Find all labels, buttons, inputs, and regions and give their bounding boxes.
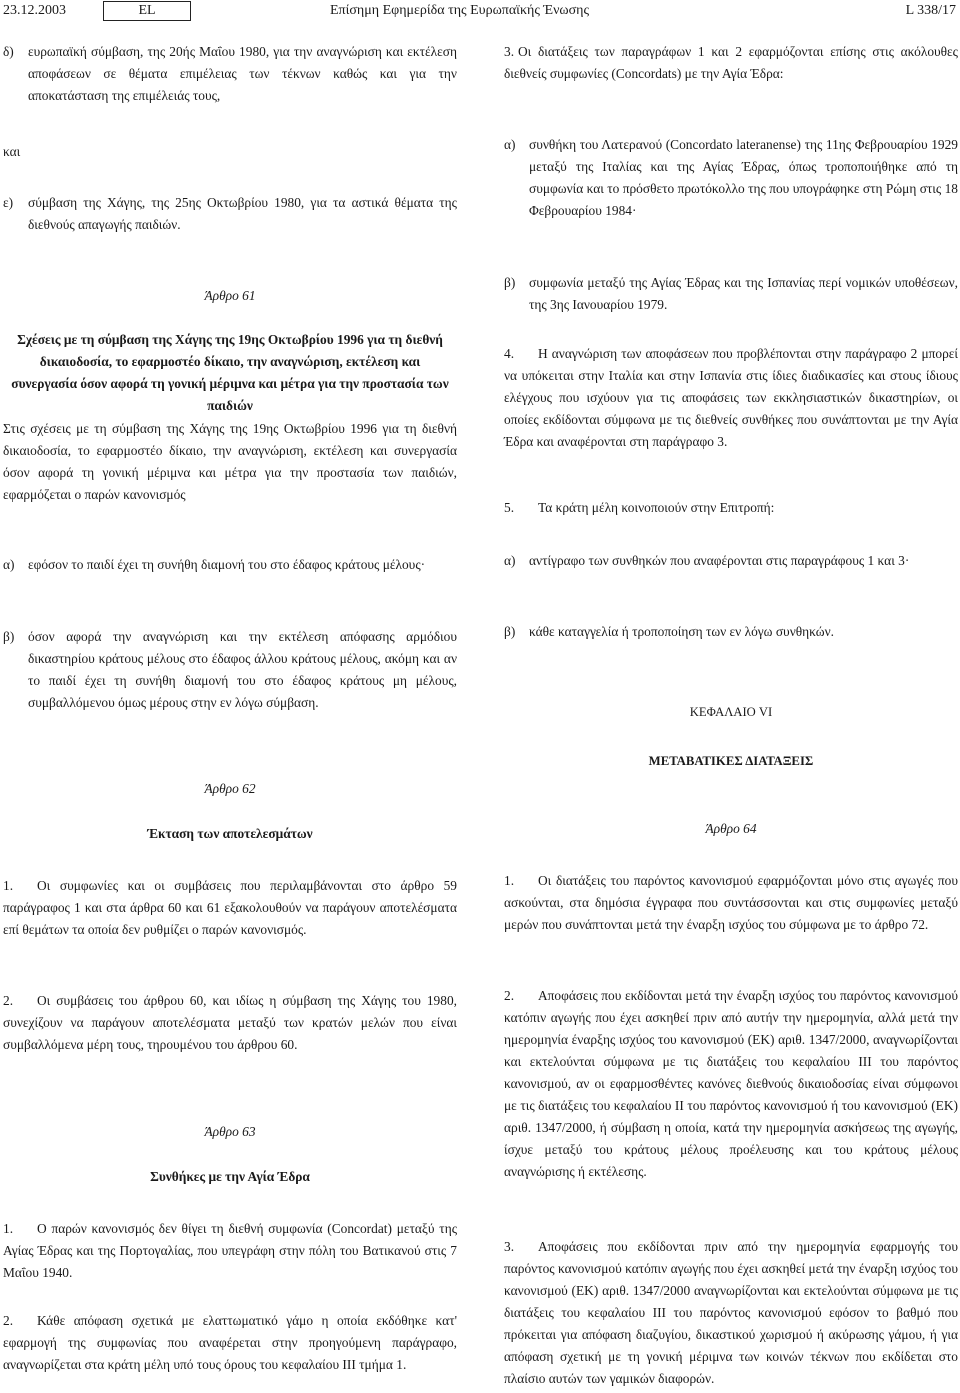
publication-date: 23.12.2003 <box>3 3 66 18</box>
article-61-heading: Άρθρο 61 <box>204 288 256 303</box>
conjunction-kai: και <box>3 144 21 159</box>
article-63-paragraph-5-item-b: β) κάθε καταγγελία ή τροποποίηση των εν λόγω συνθηκών. <box>504 624 835 639</box>
article-63-title: Συνθήκες με την Αγία Έδρα <box>150 1169 310 1184</box>
journal-title: Επίσημη Εφημερίδα της Ευρωπαϊκής Ένωσης <box>330 3 590 18</box>
article-64-paragraph-3: 3. Αποφάσεις που εκδίδονται πριν από την ημερομηνία εφαρμογής του παρόντος κανονισμού κατόπιν αγωγής που έχει ασκηθεί μετά την έναρξη ισχύος του κανονισμού (ΕΚ) αριθ. 1347/2000 αναγνωρίζονται και εκτελούνται σύμφωνα με τις διατάξεις του κεφαλαίου ΙΙΙ του παρόντος κανονισμού εφόσον το βαθμό που πρόκειται για απόφαση διαζυγίου, δικαστικού χωρισμού ή ακύρωσης γάμου, ή για απόφαση σχετική με τη γονική μέριμνα των κοινών τέκνων που εκδίδεται στο πλαίσιο αυτών των γαμικών διαφορών. <box>504 1239 958 1386</box>
article-63-paragraph-2: 2. Κάθε απόφαση σχετικά με ελαττωματικό γάμο η οποία εκδόθηκε κατ' εφαρμογή της συμφωνίας που αναφέρεται στην προηγούμενη παράγραφο, αναγνωρίζεται στα κράτη μέλη υπό τους όρους του κεφαλαίου ΙΙΙ τμήμα 1. <box>3 1313 457 1372</box>
article-61-item-b: β) όσον αφορά την αναγνώριση και την εκτέλεση απόφασης αρμόδιου δικαστηρίου κράτους μέλους στο έδαφος άλλου κράτους μέλους, ακόμη και αν το παιδί έχει τη συνήθη διαμονή του στο έδαφος κράτους μη μέλους, συμβαλλόμενου όμως μέρους στην εν λόγω σύμβαση. <box>3 629 457 710</box>
article-63-heading: Άρθρο 63 <box>204 1124 256 1139</box>
article-62-heading: Άρθρο 62 <box>204 781 256 796</box>
article-61-item-a: α) εφόσον το παιδί έχει τη συνήθη διαμονή του στο έδαφος κράτους μέλους· <box>3 557 426 572</box>
article-63-item-a: α) συνθήκη του Λατερανού (Concordato lateranense) της 11ης Φεβρουαρίου 1929 μεταξύ της Ιταλίας και της Αγίας Έδρας, όπως τροποποιήθηκε από τη συμφωνία και το πρόσθετο πρωτόκολλο της που υπογράφηκε στη Ρώμη στις 18 Φεβρουαρίου 1984· <box>504 137 958 218</box>
article-61-title: Σχέσεις με τη σύμβαση της Χάγης της 19ης Οκτωβρίου 1996 για τη διεθνή δικαιοδοσία, το εφαρμοστέο δίκαιο, την αναγνώριση, εκτέλεση και συνεργασία όσον αφορά τη γονική μέριμνα και μέτρα για την προστασία των παιδιών <box>11 332 449 413</box>
page-header <box>0 0 960 24</box>
language-box: EL <box>103 1 191 21</box>
article-64-heading: Άρθρο 64 <box>705 821 757 836</box>
item-delta: δ) ευρωπαϊκή σύμβαση, της 20ής Μαΐου 1980, για την αναγνώριση και εκτέλεση αποφάσεων σε θέματα επιμέλειας των τέκνων καθώς και για την αποκατάσταση της επιμέλειάς τους, <box>3 44 457 103</box>
article-61-intro: Στις σχέσεις με τη σύμβαση της Χάγης της 19ης Οκτωβρίου 1996 για τη διεθνή δικαιοδοσία, το εφαρμοστέο δίκαιο, την αναγνώριση, εκτέλεση και συνεργασία όσον αφορά τη γονική μέριμνα και μέτρα για την προστασία των παιδιών, εφαρμόζεται ο παρών κανονισμός <box>3 421 457 502</box>
article-63-paragraph-3: 3. Οι διατάξεις των παραγράφων 1 και 2 εφαρμόζονται επίσης στις ακόλουθες διεθνείς συμφωνίες (Concordats) με την Αγία Έδρα: <box>504 44 958 81</box>
page-number: L 338/17 <box>905 3 956 18</box>
article-63-paragraph-1: 1. Ο παρών κανονισμός δεν θίγει τη διεθνή συμφωνία (Concordat) μεταξύ της Αγίας Έδρας και της Πορτογαλίας, που υπεγράφη στην πόλη του Βατικανού στις 7 Μαΐου 1940. <box>3 1221 457 1280</box>
article-63-paragraph-5: 5. Τα κράτη μέλη κοινοποιούν στην Επιτροπή: <box>504 500 775 515</box>
article-62-paragraph-1: 1. Οι συμφωνίες και οι συμβάσεις που περιλαμβάνονται στο άρθρο 59 παράγραφος 1 και στα άρθρα 60 και 61 εξακολουθούν να παράγουν αποτελέσματα επί θεμάτων τα οποία δεν ρυθμίζει ο παρών κανονισμός. <box>3 878 457 937</box>
article-62-title: Έκταση των αποτελεσμάτων <box>147 826 313 841</box>
item-epsilon: ε) σύμβαση της Χάγης, της 25ης Οκτωβρίου 1980, για τα αστικά θέματα της διεθνούς απαγωγής παιδιών. <box>3 195 457 232</box>
article-63-paragraph-5-item-a: α) αντίγραφο των συνθηκών που αναφέρονται στις παραγράφους 1 και 3· <box>504 553 910 568</box>
chapter-title: ΜΕΤΑΒΑΤΙΚΕΣ ΔΙΑΤΑΞΕΙΣ <box>648 754 814 768</box>
article-63-item-b: β) συμφωνία μεταξύ της Αγίας Έδρας και της Ισπανίας περί νομικών υποθέσεων, της 3ης Ιανουαρίου 1979. <box>504 275 958 312</box>
article-64-paragraph-2: 2. Αποφάσεις που εκδίδονται μετά την έναρξη ισχύος του παρόντος κανονισμού κατόπιν αγωγής που έχει ασκηθεί πριν από αυτήν την ημερομηνία, αλλά μετά την ημερομηνία έναρξης ισχύος του κανονισμού (ΕΚ) αριθ. 1347/2000, αναγνωρίζονται και εκτελούνται σύμφωνα με τις διατάξεις του κεφαλαίου ΙΙΙ του παρόντος κανονισμού, αν οι εφαρμοσθέντες κανόνες διεθνούς δικαιοδοσίας είναι σύμφωνοι με τις διατάξεις του κεφαλαίου ΙΙ του παρόντος κανονισμού ή του κανονισμού (ΕΚ) αριθ. 1347/2000, ή σύμβαση η οποία, κατά την ημερομηνία ασκήσεως της αγωγής, ίσχυε μεταξύ του κράτους μέλους προέλευσης και του κράτους μέλους αναγνώρισης ή εκτέλεσης. <box>504 988 958 1179</box>
article-63-paragraph-4: 4. Η αναγνώριση των αποφάσεων που προβλέπονται στην παράγραφο 2 μπορεί να υπόκειται στην Ιταλία και στην Ισπανία στις ίδιες διαδικασίες και στους ίδιους ελέγχους που ισχύουν για τις αποφάσεις των εκκλησιαστικών δικαστηρίων, οι οποίες εκδίδονται σύμφωνα με τις διεθνείς συνθήκες που συνάπτονται με την Αγία Έδρα και αναφέρονται στη παράγραφο 3. <box>504 346 958 449</box>
chapter-heading: ΚΕΦΑΛΑΙΟ VI <box>689 705 773 719</box>
article-64-paragraph-1: 1. Οι διατάξεις του παρόντος κανονισμού εφαρμόζονται μόνο στις αγωγές που ασκούνται, στα δημόσια έγγραφα που συντάσσονται και στις συμφωνίες μεταξύ μερών που συνάπτονται μετά την έναρξη ισχύος του σύμφωνα με το άρθρο 72. <box>504 873 958 932</box>
article-62-paragraph-2: 2. Οι συμβάσεις του άρθρου 60, και ιδίως η σύμβαση της Χάγης του 1980, συνεχίζουν να παράγουν αποτελέσματα μεταξύ των κρατών μελών που είναι συμβαλλόμενα μέρη τους, τηρουμένου του άρθρου 60. <box>3 993 457 1052</box>
